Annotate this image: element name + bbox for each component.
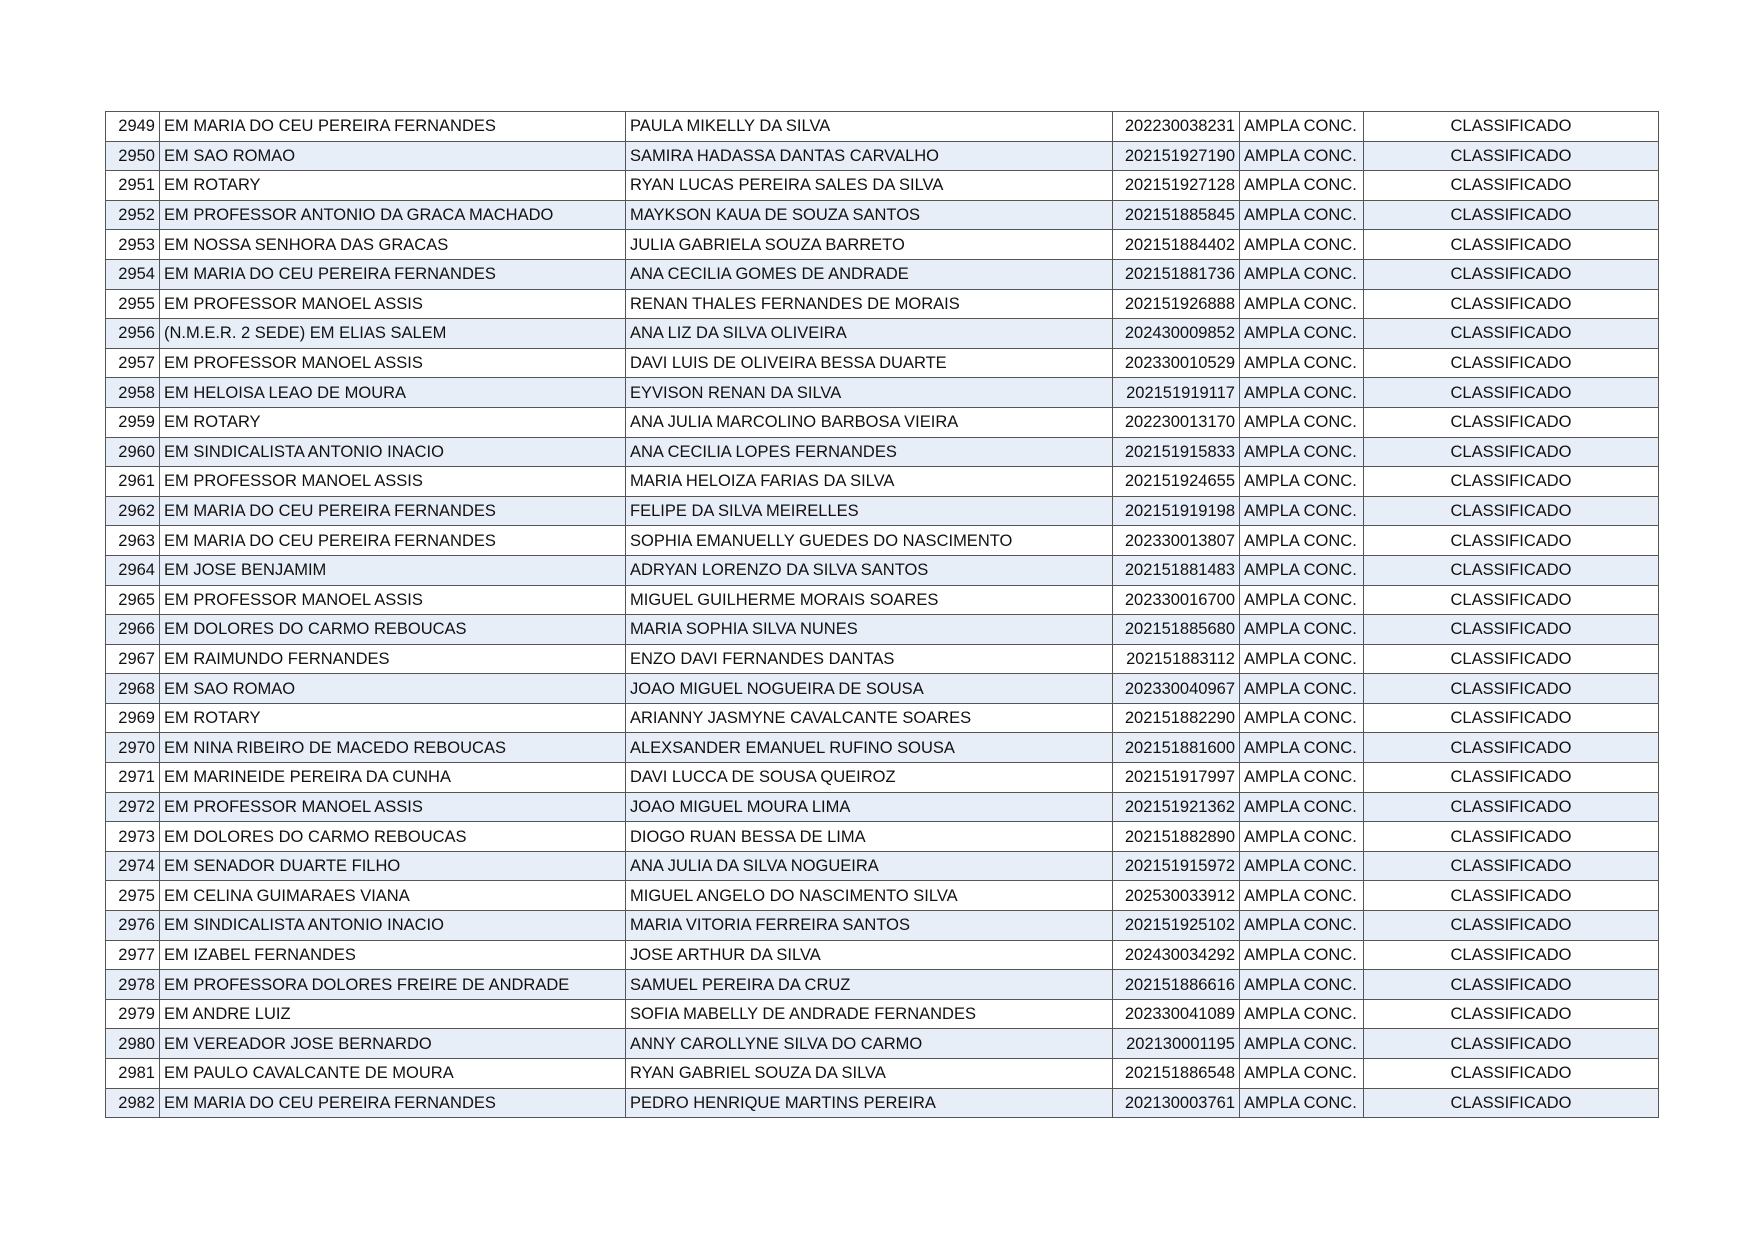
table-row [106,644,1659,674]
student-name-cell: MIGUEL GUILHERME MORAIS SOARES [626,585,1113,615]
row-number-cell: 2977 [106,940,160,970]
registration-cell: 202330013807 [1113,526,1240,556]
registration-cell: 202151915833 [1113,437,1240,467]
student-name-cell: RENAN THALES FERNANDES DE MORAIS [626,289,1113,319]
student-name-cell: MARIA HELOIZA FARIAS DA SILVA [626,467,1113,497]
school-cell: EM IZABEL FERNANDES [160,940,626,970]
registration-cell: 202530033912 [1113,881,1240,911]
status-cell: CLASSIFICADO [1364,970,1659,1000]
quota-cell: AMPLA CONC. [1240,555,1364,585]
row-number-cell: 2980 [106,1029,160,1059]
student-name-cell: RYAN GABRIEL SOUZA DA SILVA [626,1059,1113,1089]
quota-cell: AMPLA CONC. [1240,200,1364,230]
school-cell: EM CELINA GUIMARAES VIANA [160,881,626,911]
table-row [106,733,1659,763]
row-number-cell: 2979 [106,999,160,1029]
row-number-cell: 2949 [106,112,160,142]
status-cell: CLASSIFICADO [1364,230,1659,260]
quota-cell: AMPLA CONC. [1240,437,1364,467]
quota-cell: AMPLA CONC. [1240,407,1364,437]
school-cell: EM VEREADOR JOSE BERNARDO [160,1029,626,1059]
school-cell: EM PROFESSOR MANOEL ASSIS [160,348,626,378]
row-number-cell: 2957 [106,348,160,378]
row-number-cell: 2964 [106,555,160,585]
school-cell: EM SENADOR DUARTE FILHO [160,851,626,881]
quota-cell: AMPLA CONC. [1240,112,1364,142]
table-row [106,467,1659,497]
status-cell: CLASSIFICADO [1364,1088,1659,1118]
registration-cell: 202230038231 [1113,112,1240,142]
table-row [106,615,1659,645]
student-name-cell: ANA JULIA MARCOLINO BARBOSA VIEIRA [626,407,1113,437]
student-name-cell: FELIPE DA SILVA MEIRELLES [626,496,1113,526]
status-cell: CLASSIFICADO [1364,644,1659,674]
status-cell: CLASSIFICADO [1364,259,1659,289]
quota-cell: AMPLA CONC. [1240,940,1364,970]
row-number-cell: 2973 [106,822,160,852]
quota-cell: AMPLA CONC. [1240,703,1364,733]
row-number-cell: 2955 [106,289,160,319]
quota-cell: AMPLA CONC. [1240,319,1364,349]
student-name-cell: DAVI LUIS DE OLIVEIRA BESSA DUARTE [626,348,1113,378]
registration-cell: 202151885845 [1113,200,1240,230]
school-cell: EM ROTARY [160,703,626,733]
row-number-cell: 2972 [106,792,160,822]
status-cell: CLASSIFICADO [1364,348,1659,378]
status-cell: CLASSIFICADO [1364,1029,1659,1059]
student-name-cell: ANA LIZ DA SILVA OLIVEIRA [626,319,1113,349]
row-number-cell: 2956 [106,319,160,349]
quota-cell: AMPLA CONC. [1240,141,1364,171]
student-name-cell: DAVI LUCCA DE SOUSA QUEIROZ [626,763,1113,793]
school-cell: EM PROFESSOR ANTONIO DA GRACA MACHADO [160,200,626,230]
row-number-cell: 2951 [106,171,160,201]
row-number-cell: 2952 [106,200,160,230]
table-row [106,289,1659,319]
student-name-cell: JOAO MIGUEL MOURA LIMA [626,792,1113,822]
registration-cell: 202151885680 [1113,615,1240,645]
quota-cell: AMPLA CONC. [1240,230,1364,260]
table-row [106,378,1659,408]
student-name-cell: ADRYAN LORENZO DA SILVA SANTOS [626,555,1113,585]
row-number-cell: 2969 [106,703,160,733]
school-cell: EM HELOISA LEAO DE MOURA [160,378,626,408]
quota-cell: AMPLA CONC. [1240,289,1364,319]
student-name-cell: PEDRO HENRIQUE MARTINS PEREIRA [626,1088,1113,1118]
table-row [106,1029,1659,1059]
registration-cell: 202130001195 [1113,1029,1240,1059]
school-cell: EM MARIA DO CEU PEREIRA FERNANDES [160,112,626,142]
row-number-cell: 2965 [106,585,160,615]
student-name-cell: JOSE ARTHUR DA SILVA [626,940,1113,970]
registration-cell: 202151882290 [1113,703,1240,733]
quota-cell: AMPLA CONC. [1240,259,1364,289]
student-name-cell: MARIA SOPHIA SILVA NUNES [626,615,1113,645]
document-page [105,111,1658,1118]
quota-cell: AMPLA CONC. [1240,615,1364,645]
status-cell: CLASSIFICADO [1364,319,1659,349]
row-number-cell: 2978 [106,970,160,1000]
student-name-cell: ANA CECILIA GOMES DE ANDRADE [626,259,1113,289]
quota-cell: AMPLA CONC. [1240,733,1364,763]
school-cell: EM DOLORES DO CARMO REBOUCAS [160,615,626,645]
table-row [106,970,1659,1000]
row-number-cell: 2961 [106,467,160,497]
school-cell: EM PROFESSOR MANOEL ASSIS [160,792,626,822]
school-cell: EM MARIA DO CEU PEREIRA FERNANDES [160,259,626,289]
status-cell: CLASSIFICADO [1364,881,1659,911]
registration-cell: 202151917997 [1113,763,1240,793]
student-name-cell: SOFIA MABELLY DE ANDRADE FERNANDES [626,999,1113,1029]
row-number-cell: 2960 [106,437,160,467]
registration-cell: 202151926888 [1113,289,1240,319]
quota-cell: AMPLA CONC. [1240,496,1364,526]
school-cell: EM MARIA DO CEU PEREIRA FERNANDES [160,1088,626,1118]
school-cell: EM PROFESSOR MANOEL ASSIS [160,467,626,497]
registration-cell: 202151881736 [1113,259,1240,289]
status-cell: CLASSIFICADO [1364,526,1659,556]
school-cell: EM SINDICALISTA ANTONIO INACIO [160,911,626,941]
student-name-cell: ENZO DAVI FERNANDES DANTAS [626,644,1113,674]
row-number-cell: 2976 [106,911,160,941]
quota-cell: AMPLA CONC. [1240,970,1364,1000]
registration-cell: 202151927128 [1113,171,1240,201]
student-name-cell: MAYKSON KAUA DE SOUZA SANTOS [626,200,1113,230]
status-cell: CLASSIFICADO [1364,999,1659,1029]
quota-cell: AMPLA CONC. [1240,999,1364,1029]
registration-cell: 202151915972 [1113,851,1240,881]
student-name-cell: RYAN LUCAS PEREIRA SALES DA SILVA [626,171,1113,201]
status-cell: CLASSIFICADO [1364,585,1659,615]
school-cell: EM MARIA DO CEU PEREIRA FERNANDES [160,496,626,526]
row-number-cell: 2958 [106,378,160,408]
status-cell: CLASSIFICADO [1364,467,1659,497]
registration-cell: 202151881483 [1113,555,1240,585]
school-cell: EM NOSSA SENHORA DAS GRACAS [160,230,626,260]
status-cell: CLASSIFICADO [1364,171,1659,201]
quota-cell: AMPLA CONC. [1240,822,1364,852]
status-cell: CLASSIFICADO [1364,555,1659,585]
quota-cell: AMPLA CONC. [1240,792,1364,822]
student-name-cell: DIOGO RUAN BESSA DE LIMA [626,822,1113,852]
registration-cell: 202230013170 [1113,407,1240,437]
quota-cell: AMPLA CONC. [1240,1059,1364,1089]
table-row [106,496,1659,526]
table-row [106,555,1659,585]
school-cell: EM SAO ROMAO [160,141,626,171]
table-row [106,763,1659,793]
school-cell: EM PROFESSORA DOLORES FREIRE DE ANDRADE [160,970,626,1000]
quota-cell: AMPLA CONC. [1240,911,1364,941]
status-cell: CLASSIFICADO [1364,940,1659,970]
student-name-cell: ANNY CAROLLYNE SILVA DO CARMO [626,1029,1113,1059]
quota-cell: AMPLA CONC. [1240,467,1364,497]
school-cell: EM PROFESSOR MANOEL ASSIS [160,289,626,319]
table-row [106,526,1659,556]
table-row [106,585,1659,615]
student-name-cell: ALEXSANDER EMANUEL RUFINO SOUSA [626,733,1113,763]
registration-cell: 202330040967 [1113,674,1240,704]
results-table-body [106,112,1659,1118]
status-cell: CLASSIFICADO [1364,407,1659,437]
quota-cell: AMPLA CONC. [1240,1029,1364,1059]
registration-cell: 202151884402 [1113,230,1240,260]
status-cell: CLASSIFICADO [1364,733,1659,763]
table-row [106,200,1659,230]
status-cell: CLASSIFICADO [1364,911,1659,941]
row-number-cell: 2959 [106,407,160,437]
row-number-cell: 2971 [106,763,160,793]
table-row [106,851,1659,881]
row-number-cell: 2975 [106,881,160,911]
status-cell: CLASSIFICADO [1364,141,1659,171]
registration-cell: 202151886616 [1113,970,1240,1000]
status-cell: CLASSIFICADO [1364,615,1659,645]
row-number-cell: 2966 [106,615,160,645]
row-number-cell: 2981 [106,1059,160,1089]
status-cell: CLASSIFICADO [1364,1059,1659,1089]
registration-cell: 202330041089 [1113,999,1240,1029]
table-row [106,348,1659,378]
registration-cell: 202151882890 [1113,822,1240,852]
student-name-cell: EYVISON RENAN DA SILVA [626,378,1113,408]
school-cell: EM ROTARY [160,171,626,201]
table-row [106,112,1659,142]
status-cell: CLASSIFICADO [1364,763,1659,793]
student-name-cell: SAMUEL PEREIRA DA CRUZ [626,970,1113,1000]
status-cell: CLASSIFICADO [1364,703,1659,733]
row-number-cell: 2954 [106,259,160,289]
quota-cell: AMPLA CONC. [1240,348,1364,378]
student-name-cell: MARIA VITORIA FERREIRA SANTOS [626,911,1113,941]
student-name-cell: JULIA GABRIELA SOUZA BARRETO [626,230,1113,260]
quota-cell: AMPLA CONC. [1240,1088,1364,1118]
table-row [106,259,1659,289]
table-row [106,407,1659,437]
table-row [106,319,1659,349]
table-row [106,999,1659,1029]
table-row [106,141,1659,171]
quota-cell: AMPLA CONC. [1240,881,1364,911]
registration-cell: 202430009852 [1113,319,1240,349]
table-row [106,911,1659,941]
table-row [106,437,1659,467]
row-number-cell: 2970 [106,733,160,763]
school-cell: EM SINDICALISTA ANTONIO INACIO [160,437,626,467]
status-cell: CLASSIFICADO [1364,496,1659,526]
table-row [106,674,1659,704]
student-name-cell: JOAO MIGUEL NOGUEIRA DE SOUSA [626,674,1113,704]
school-cell: EM DOLORES DO CARMO REBOUCAS [160,822,626,852]
registration-cell: 202151886548 [1113,1059,1240,1089]
school-cell: EM PAULO CAVALCANTE DE MOURA [160,1059,626,1089]
status-cell: CLASSIFICADO [1364,851,1659,881]
student-name-cell: PAULA MIKELLY DA SILVA [626,112,1113,142]
student-name-cell: MIGUEL ANGELO DO NASCIMENTO SILVA [626,881,1113,911]
table-row [106,171,1659,201]
student-name-cell: ANA JULIA DA SILVA NOGUEIRA [626,851,1113,881]
registration-cell: 202151924655 [1113,467,1240,497]
status-cell: CLASSIFICADO [1364,200,1659,230]
registration-cell: 202151925102 [1113,911,1240,941]
table-row [106,792,1659,822]
row-number-cell: 2962 [106,496,160,526]
quota-cell: AMPLA CONC. [1240,585,1364,615]
school-cell: EM JOSE BENJAMIM [160,555,626,585]
status-cell: CLASSIFICADO [1364,289,1659,319]
status-cell: CLASSIFICADO [1364,437,1659,467]
status-cell: CLASSIFICADO [1364,792,1659,822]
registration-cell: 202151881600 [1113,733,1240,763]
table-row [106,1088,1659,1118]
status-cell: CLASSIFICADO [1364,378,1659,408]
registration-cell: 202430034292 [1113,940,1240,970]
row-number-cell: 2982 [106,1088,160,1118]
status-cell: CLASSIFICADO [1364,674,1659,704]
registration-cell: 202151921362 [1113,792,1240,822]
table-row [106,822,1659,852]
row-number-cell: 2974 [106,851,160,881]
school-cell: EM NINA RIBEIRO DE MACEDO REBOUCAS [160,733,626,763]
quota-cell: AMPLA CONC. [1240,763,1364,793]
row-number-cell: 2950 [106,141,160,171]
student-name-cell: SAMIRA HADASSA DANTAS CARVALHO [626,141,1113,171]
registration-cell: 202151927190 [1113,141,1240,171]
school-cell: (N.M.E.R. 2 SEDE) EM ELIAS SALEM [160,319,626,349]
student-name-cell: ARIANNY JASMYNE CAVALCANTE SOARES [626,703,1113,733]
quota-cell: AMPLA CONC. [1240,851,1364,881]
registration-cell: 202151883112 [1113,644,1240,674]
school-cell: EM ANDRE LUIZ [160,999,626,1029]
school-cell: EM SAO ROMAO [160,674,626,704]
quota-cell: AMPLA CONC. [1240,674,1364,704]
table-row [106,230,1659,260]
registration-cell: 202330016700 [1113,585,1240,615]
status-cell: CLASSIFICADO [1364,822,1659,852]
school-cell: EM ROTARY [160,407,626,437]
row-number-cell: 2967 [106,644,160,674]
status-cell: CLASSIFICADO [1364,112,1659,142]
school-cell: EM RAIMUNDO FERNANDES [160,644,626,674]
student-name-cell: ANA CECILIA LOPES FERNANDES [626,437,1113,467]
table-row [106,1059,1659,1089]
quota-cell: AMPLA CONC. [1240,526,1364,556]
registration-cell: 202151919117 [1113,378,1240,408]
row-number-cell: 2968 [106,674,160,704]
quota-cell: AMPLA CONC. [1240,378,1364,408]
table-row [106,940,1659,970]
school-cell: EM MARINEIDE PEREIRA DA CUNHA [160,763,626,793]
table-row [106,703,1659,733]
school-cell: EM MARIA DO CEU PEREIRA FERNANDES [160,526,626,556]
student-name-cell: SOPHIA EMANUELLY GUEDES DO NASCIMENTO [626,526,1113,556]
row-number-cell: 2953 [106,230,160,260]
quota-cell: AMPLA CONC. [1240,171,1364,201]
registration-cell: 202330010529 [1113,348,1240,378]
quota-cell: AMPLA CONC. [1240,644,1364,674]
results-table [105,111,1659,1118]
registration-cell: 202130003761 [1113,1088,1240,1118]
school-cell: EM PROFESSOR MANOEL ASSIS [160,585,626,615]
row-number-cell: 2963 [106,526,160,556]
table-row [106,881,1659,911]
registration-cell: 202151919198 [1113,496,1240,526]
